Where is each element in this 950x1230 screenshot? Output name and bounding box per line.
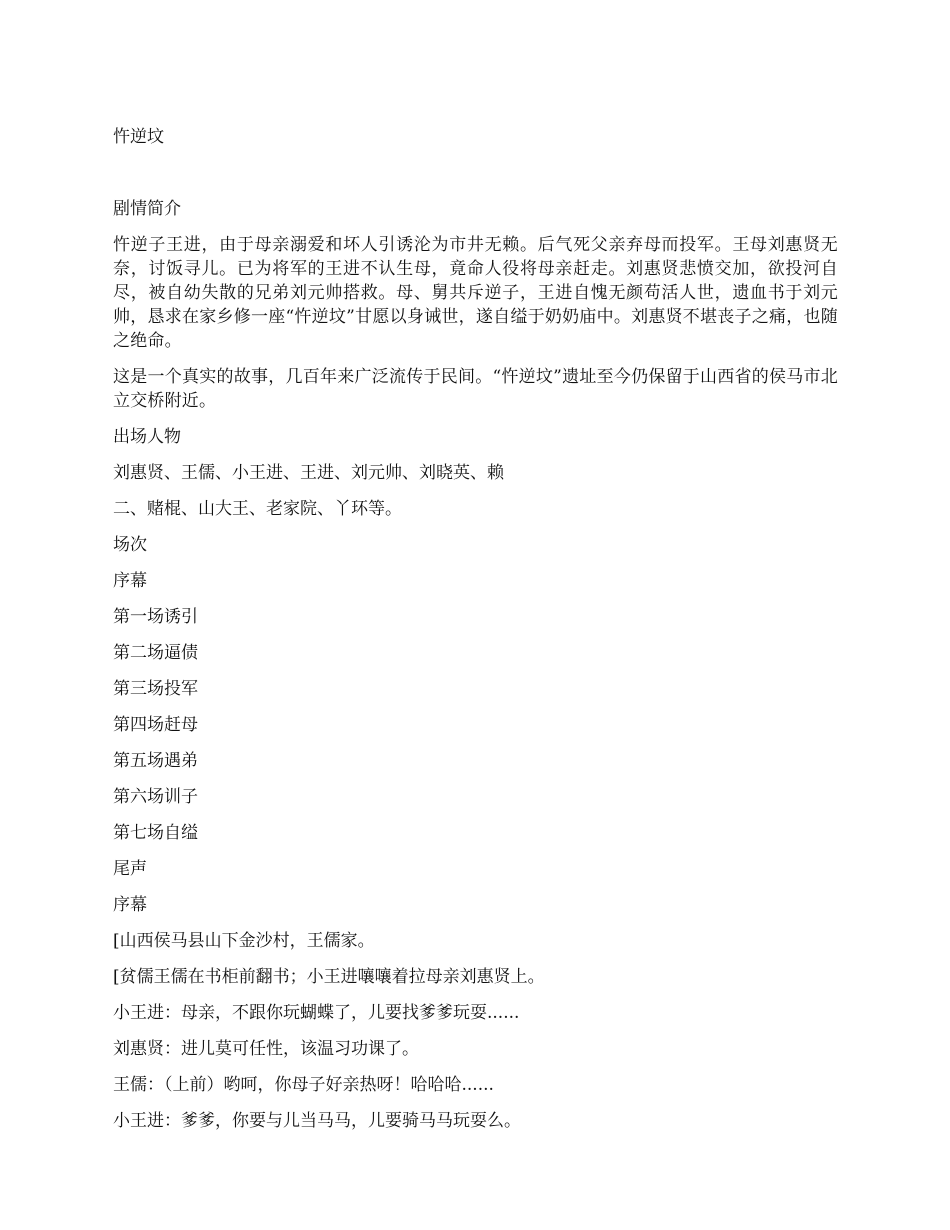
characters-line-1: 刘惠贤、王儒、小王进、王进、刘元帅、刘晓英、赖: [113, 463, 504, 483]
scene-list-item: 第七场自缢: [113, 823, 198, 843]
section-heading-characters: 出场人物: [113, 427, 181, 447]
scene-list-item: 第二场逼债: [113, 643, 198, 663]
synopsis-paragraph: 忤逆子王进，由于母亲溺爱和坏人引诱沦为市井无赖。后气死父亲弃母而投军。王母刘惠贤无奈，讨饭寻儿。已为将军的王进不认生母，竟命人役将母亲赶走。刘惠贤悲愤交加，欲投河自尽，被自幼失散的兄弟刘元帅搭救。母、舅共斥逆子，王进自愧无颜苟活人世，遗血书于刘元帅，恳求在家乡修一座“忤逆坟”甘愿以身诫世，遂自缢于奶奶庙中。刘惠贤不堪丧子之痛，也随之绝命。: [113, 235, 838, 351]
dialogue-line: 王儒：（上前）哟呵，你母子好亲热呀！哈哈哈......: [113, 1075, 494, 1095]
section-heading-synopsis: 剧情简介: [113, 199, 181, 219]
stage-direction: [山西侯马县山下金沙村，王儒家。: [113, 931, 375, 951]
scene-list-item: 第六场训子: [113, 787, 198, 807]
dialogue-line: 刘惠贤：进儿莫可任性，该温习功课了。: [113, 1039, 419, 1059]
scene-list-item: 第四场赶母: [113, 715, 198, 735]
section-heading-scenes: 场次: [113, 535, 147, 555]
document-title: 忤逆坟: [113, 127, 164, 147]
scene-list-item: 序幕: [113, 571, 147, 591]
scene-list-item: 尾声: [113, 859, 147, 879]
scene-list-item: 第五场遇弟: [113, 751, 198, 771]
scene-list-item: 第一场诱引: [113, 607, 198, 627]
scene-heading-prologue: 序幕: [113, 895, 147, 915]
history-paragraph: 这是一个真实的故事，几百年来广泛流传于民间。“忤逆坟”遗址至今仍保留于山西省的侯马市北立交桥附近。: [113, 367, 838, 411]
document-body: [113, 197, 838, 1145]
dialogue-line: 小王进：母亲，不跟你玩蝴蝶了，儿要找爹爹玩耍......: [113, 1003, 520, 1023]
dialogue-line: 小王进：爹爹，你要与儿当马马，儿要骑马马玩耍么。: [113, 1111, 521, 1131]
scene-list-item: 第三场投军: [113, 679, 198, 699]
stage-direction: [贫儒王儒在书柜前翻书；小王进嚷嚷着拉母亲刘惠贤上。: [113, 967, 545, 987]
characters-line-2: 二、赌棍、山大王、老家院、丫环等。: [113, 499, 402, 519]
